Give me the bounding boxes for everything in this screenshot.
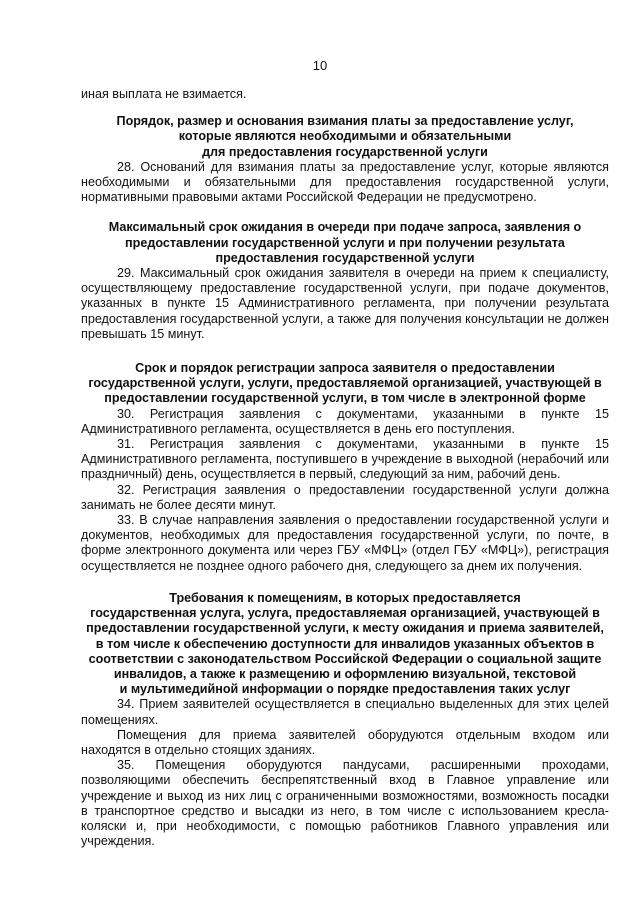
heading-line: и мультимедийной информации о порядке предоставления таких услуг	[119, 682, 571, 697]
heading-line: Срок и порядок регистрации запроса заявителя о предоставлении	[135, 361, 555, 376]
heading-line: в том числе к обеспечению доступности для инвалидов указанных объектов в	[95, 636, 595, 651]
section-spacer	[81, 102, 609, 114]
heading-line: которые являются необходимыми и обязательными	[178, 129, 512, 144]
heading-line: предоставлении государственной услуги, к месту ожидания и приема заявителей,	[86, 621, 604, 636]
paragraph: 32. Регистрация заявления о предоставлении государственной услуги должна занимать не более десяти минут.	[81, 482, 609, 512]
section-heading	[81, 361, 609, 407]
paragraph: 28. Оснований для взимания платы за предоставление услуг, которые являются необходимыми и обязательными для предоставления государственной услуги, нормативными правовыми актами Российской Федерации не предусмотрено.	[81, 159, 609, 205]
section-spacer	[81, 574, 609, 591]
paragraph: Помещения для приема заявителей оборудуются отдельным входом или находятся в отдельно стоящих зданиях.	[81, 727, 609, 757]
paragraph: 33. В случае направления заявления о предоставлении государственной услуги и документов, необходимых для предоставления государственной услуги, по почте, в форме электронного документа или через ГБУ «МФЦ» (отдел ГБУ «МФЦ»), регистрация осуществляется не позднее одного рабочего дня, следующего за днем их получения.	[81, 513, 609, 573]
heading-line: Максимальный срок ожидания в очереди при подаче запроса, заявления о	[108, 220, 582, 235]
heading-line: Требования к помещениям, в которых предоставляется	[169, 590, 521, 605]
heading-line: Порядок, размер и основания взимания платы за предоставление услуг,	[116, 114, 574, 129]
heading-line: предоставления государственной услуги	[215, 250, 475, 265]
heading-line: государственная услуга, услуга, предоставляемая организацией, участвующей в	[90, 606, 600, 621]
heading-line: предоставлении государственной услуги и при получении результата	[125, 235, 565, 250]
section-spacer	[81, 205, 609, 220]
document-body	[81, 87, 609, 849]
heading-line: государственной услуги, услуги, предоставляемой организацией, участвующей в	[88, 376, 602, 391]
paragraph: иная выплата не взимается.	[81, 87, 247, 101]
paragraph: 34. Прием заявителей осуществляется в специально выделенных для этих целей помещениях.	[81, 697, 609, 727]
section-spacer	[81, 342, 609, 361]
heading-line: предоставлении государственной услуги, в том числе в электронной форме	[104, 391, 586, 406]
page-number: 10	[312, 58, 328, 73]
heading-line: соответствии с законодательством Российской Федерации о социальной защите	[88, 651, 602, 666]
heading-line: для предоставления государственной услуги	[202, 144, 488, 159]
section-heading	[81, 114, 609, 160]
paragraph: 29. Максимальный срок ожидания заявителя в очереди на прием к специалисту, осуществляющему предоставление государственной услуги, при подаче документов, указанных в пункте 15 Административного регламента, при получении результата предоставления государственной услуги, а также для получения консультации не должен превышать 15 минут.	[81, 266, 609, 341]
section-heading	[81, 220, 609, 266]
heading-line: инвалидов, а также к размещению и оформлению визуальной, текстовой	[113, 666, 577, 681]
paragraph: 31. Регистрация заявления с документами, указанными в пункте 15 Административного регламента, поступившего в учреждение в выходной (нерабочий или праздничный) день, осуществляется в первый, следующий за ним, рабочий день.	[81, 437, 609, 482]
section-heading	[81, 591, 609, 697]
paragraph: 30. Регистрация заявления с документами, указанными в пункте 15 Административного регламента, осуществляется в день его поступления.	[81, 406, 609, 436]
paragraph: 35. Помещения оборудуются пандусами, расширенными проходами, позволяющими обеспечить беспрепятственный вход в Главное управление или учреждение и выход из них лиц с ограниченными возможностями, возможность посадки в транспортное средство и высадки из него, в том числе с использованием кресла-коляски и, при необходимости, с помощью работников Главного управления или учреждения.	[81, 758, 609, 849]
